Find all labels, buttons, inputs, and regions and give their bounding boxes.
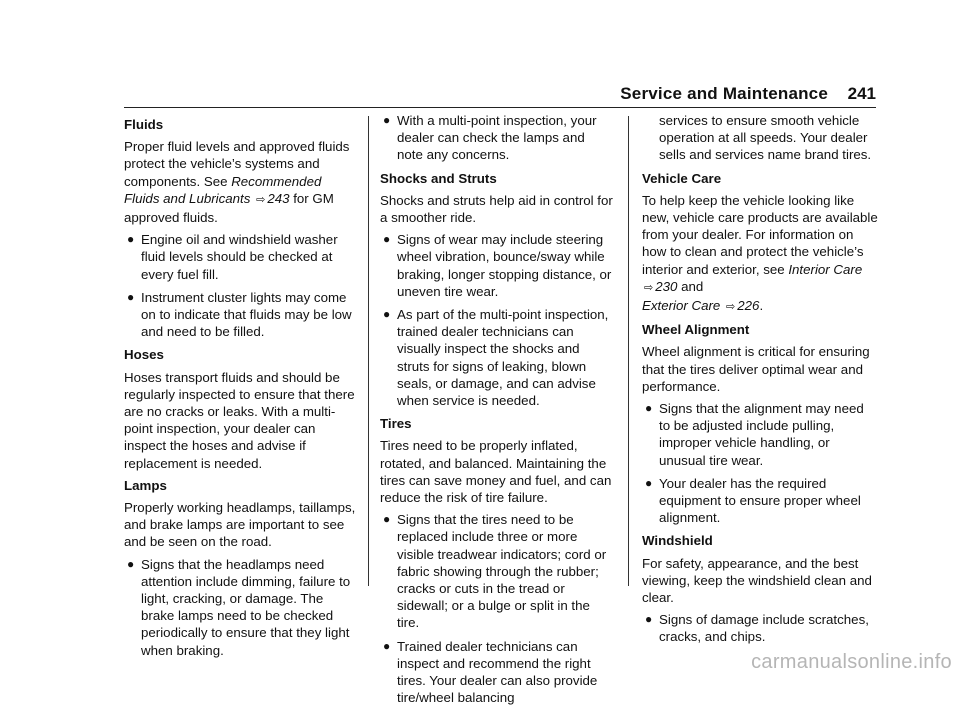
lamps-text: Properly working headlamps, taillamps, and brake lamps are important to see and be seen on the road. bbox=[124, 500, 356, 550]
vehicle-care-heading: Vehicle Care bbox=[642, 170, 722, 186]
page-number: 241 bbox=[847, 84, 876, 103]
list-item: ● Signs that the tires need to be replaced include three or more visible treadwear indicators; cord or fabric showing through the rubber; cracks or cuts in the tread or sidewall; or a bulge or split in the tire. bbox=[383, 512, 607, 631]
windshield-bullet-list bbox=[642, 611, 878, 645]
windshield-heading: Windshield bbox=[642, 533, 713, 549]
bullet-dot-icon: ● bbox=[383, 232, 391, 247]
column-3 bbox=[642, 112, 878, 652]
column-divider bbox=[628, 116, 629, 586]
bullet-dot-icon: ● bbox=[383, 307, 391, 322]
interior-care-link[interactable]: Interior Care bbox=[788, 261, 863, 277]
shocks-text: Shocks and struts help aid in control for a smoother ride. bbox=[380, 192, 613, 226]
exterior-care-page[interactable]: 226 bbox=[737, 298, 760, 314]
bullet-dot-icon: ● bbox=[383, 512, 391, 527]
bullet-dot-icon: ● bbox=[127, 556, 135, 571]
fluids-reference-page[interactable]: 243 bbox=[267, 190, 290, 206]
list-item: ● As part of the multi-point inspection, trained dealer technicians can visually inspect the shocks and struts for signs of leaking, blown seals, or damage, and can advise when service is needed. bbox=[383, 307, 609, 409]
section-title: Service and Maintenance bbox=[620, 84, 828, 103]
list-item: ● Trained dealer technicians can inspect and recommend the right tires. Your dealer can also provide tire/wheel balancing bbox=[383, 638, 598, 706]
hoses-heading: Hoses bbox=[124, 347, 164, 363]
bullet-dot-icon: ● bbox=[383, 113, 391, 127]
page-reference-arrow-icon: ⇨ bbox=[256, 193, 266, 206]
lamps-bullet-list bbox=[124, 556, 356, 659]
list-item: ● Signs that the headlamps need attention include dimming, failure to light, cracking, or damage. The brake lamps need to be checked periodically to ensure that they light when braking. bbox=[127, 556, 351, 658]
exterior-care-link[interactable]: Exterior Care bbox=[642, 298, 721, 314]
column-1 bbox=[124, 112, 356, 665]
page-reference-arrow-icon: ⇨ bbox=[644, 281, 654, 294]
shocks-bullet-list bbox=[380, 231, 614, 409]
list-item: ● Your dealer has the required equipment to ensure proper wheel alignment. bbox=[645, 475, 861, 526]
bullet-dot-icon: ● bbox=[645, 612, 653, 627]
windshield-text: For safety, appearance, and the best viewing, keep the windshield clean and clear. bbox=[642, 555, 872, 606]
list-item: ● Engine oil and windshield washer fluid levels should be checked at every fuel fill. bbox=[127, 232, 338, 282]
watermark: carmanualsonline.info bbox=[751, 651, 952, 673]
column-2 bbox=[380, 112, 614, 713]
fluids-intro: Proper fluid levels and approved fluids protect the vehicle’s systems and components. See Recommended Fluids and Lubricants ⇨ 243 for GM approved fluids. bbox=[124, 139, 350, 226]
list-item: ● With a multi-point inspection, your dealer can check the lamps and note any concerns. bbox=[383, 113, 597, 163]
bullet-dot-icon: ● bbox=[383, 638, 391, 653]
lamps-bullet-list-continued bbox=[380, 112, 614, 164]
fluids-bullet-list bbox=[124, 231, 356, 340]
tires-bullet-list bbox=[380, 511, 614, 706]
wheel-alignment-heading: Wheel Alignment bbox=[642, 322, 750, 338]
vehicle-care-text: To help keep the vehicle looking like new, vehicle care products are available from your dealer. For information on how to clean and protect the vehicle’s interior and exterior, see Interior Care ⇨ 230 and Exterior Care ⇨ 226. bbox=[642, 192, 878, 314]
tires-bullet-continuation: services to ensure smooth vehicle operation at all speeds. Your dealer sells and services name brand tires. bbox=[659, 113, 872, 163]
hoses-text: Hoses transport fluids and should be regularly inspected to ensure that there are no cracks or leaks. With a multi-point inspection, your dealer can inspect the hoses and advise if replacement is needed. bbox=[124, 369, 355, 471]
wheel-alignment-bullet-list bbox=[642, 400, 878, 526]
bullet-dot-icon: ● bbox=[645, 401, 653, 416]
list-item: ● Signs of damage include scratches, cracks, and chips. bbox=[645, 612, 869, 645]
list-item: ● Instrument cluster lights may come on to indicate that fluids may be low and need to be filled. bbox=[127, 289, 352, 340]
lamps-heading: Lamps bbox=[124, 477, 167, 493]
page-reference-arrow-icon: ⇨ bbox=[726, 301, 736, 314]
column-divider bbox=[368, 116, 369, 586]
list-item: ● Signs that the alignment may need to be adjusted include pulling, improper vehicle handling, or unusual tire wear. bbox=[645, 401, 864, 468]
tires-heading: Tires bbox=[380, 416, 412, 432]
fluids-heading: Fluids bbox=[124, 117, 164, 132]
tires-text: Tires need to be properly inflated, rotated, and balanced. Maintaining the tires can save money and fuel, and can reduce the risk of tire failure. bbox=[380, 438, 612, 506]
bullet-dot-icon: ● bbox=[127, 289, 135, 304]
bullet-dot-icon: ● bbox=[127, 232, 135, 247]
list-item: ● Signs of wear may include steering wheel vibration, bounce/sway while braking, longer stopping distance, or uneven tire wear. bbox=[383, 232, 612, 299]
fluids-reference-link[interactable]: Recommended Fluids and Lubricants bbox=[124, 173, 322, 206]
shocks-heading: Shocks and Struts bbox=[380, 170, 497, 186]
interior-care-page[interactable]: 230 bbox=[655, 278, 678, 294]
bullet-dot-icon: ● bbox=[645, 475, 653, 490]
wheel-alignment-text: Wheel alignment is critical for ensuring that the tires deliver optimal wear and performance. bbox=[642, 344, 870, 394]
header-rule bbox=[124, 107, 876, 108]
